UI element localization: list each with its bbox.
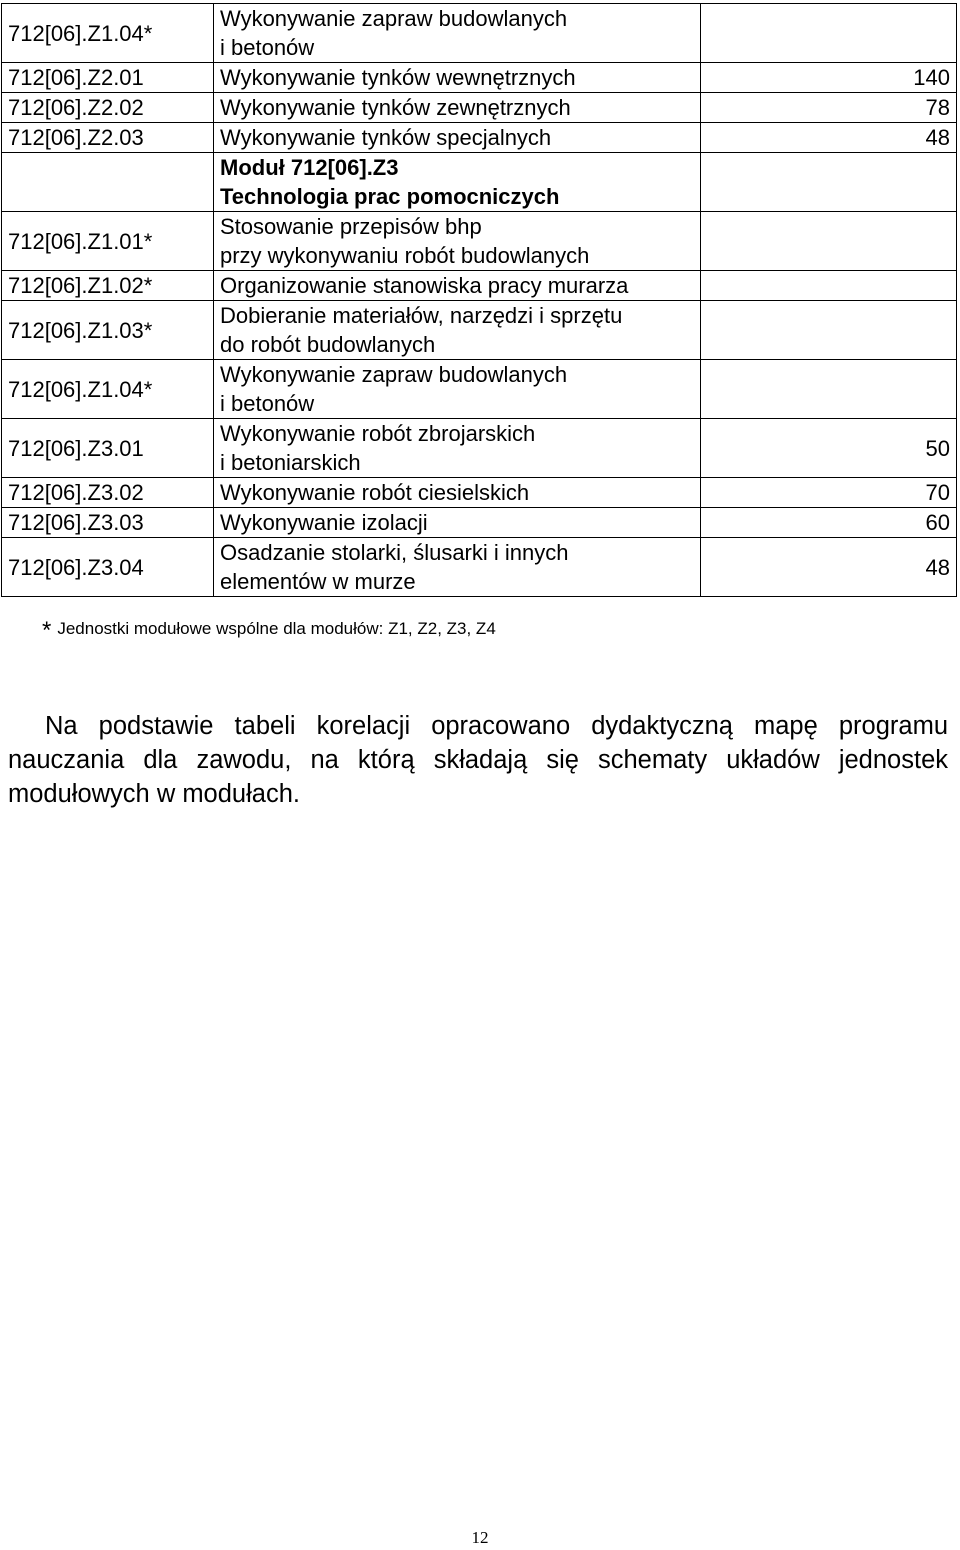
unit-hours-cell: 48 (701, 123, 957, 153)
table-row (2, 4, 957, 63)
unit-name-cell (214, 508, 701, 538)
unit-hours-cell (701, 301, 957, 360)
unit-name-cell (214, 93, 701, 123)
table-row (2, 508, 957, 538)
unit-name-line: Dobieranie materiałów, narzędzi i sprzętu (220, 303, 623, 328)
unit-name-line: i betoniarskich (220, 450, 361, 475)
table-row (2, 360, 957, 419)
unit-name-line: Wykonywanie tynków zewnętrznych (220, 95, 571, 120)
unit-name-cell (214, 538, 701, 597)
unit-name-cell (214, 360, 701, 419)
unit-name-line: Wykonywanie tynków specjalnych (220, 125, 552, 150)
table-row (2, 301, 957, 360)
unit-name-cell (214, 271, 701, 301)
unit-name-cell (214, 212, 701, 271)
unit-name-line: Wykonywanie izolacji (220, 510, 428, 535)
unit-code-cell: 712[06].Z2.01 (2, 63, 214, 93)
unit-name-line: Wykonywanie tynków wewnętrznych (220, 65, 576, 90)
footnote-text: Jednostki modułowe wspólne dla modułów: Z1, Z2, Z3, Z4 (57, 619, 496, 638)
module-header-empty-cell (2, 153, 214, 212)
unit-hours-cell (701, 4, 957, 63)
table-row (2, 478, 957, 508)
module-header-title: Moduł 712[06].Z3 (220, 155, 399, 180)
unit-name-line: przy wykonywaniu robót budowlanych (220, 243, 590, 268)
unit-name-cell (214, 63, 701, 93)
unit-code-cell: 712[06].Z3.01 (2, 419, 214, 478)
unit-hours-cell: 78 (701, 93, 957, 123)
unit-code-cell: 712[06].Z1.01* (2, 212, 214, 271)
unit-hours-cell: 60 (701, 508, 957, 538)
unit-hours-cell: 48 (701, 538, 957, 597)
module-table (1, 3, 957, 597)
unit-name-line: Osadzanie stolarki, ślusarki i innych (220, 540, 569, 565)
unit-name-line: Wykonywanie robót ciesielskich (220, 480, 530, 505)
table-row (2, 212, 957, 271)
unit-hours-cell: 50 (701, 419, 957, 478)
unit-name-cell (214, 4, 701, 63)
unit-name-line: i betonów (220, 391, 315, 416)
unit-name-line: Organizowanie stanowiska pracy murarza (220, 273, 629, 298)
unit-code-cell: 712[06].Z3.04 (2, 538, 214, 597)
table-body-z2 (2, 4, 957, 153)
table-body-z3 (2, 212, 957, 597)
unit-name-line: Stosowanie przepisów bhp (220, 214, 482, 239)
unit-name-line: Wykonywanie robót zbrojarskich (220, 421, 536, 446)
unit-code-cell: 712[06].Z2.03 (2, 123, 214, 153)
body-paragraph: Na podstawie tabeli korelacji opracowano dydaktyczną mapę programu nauczania dla zawodu, na którą składają się schematy układów jednostek modułowych w modułach. (8, 711, 948, 808)
unit-hours-cell: 70 (701, 478, 957, 508)
module-header-cell (214, 153, 701, 212)
unit-name-cell (214, 301, 701, 360)
unit-code-cell: 712[06].Z2.02 (2, 93, 214, 123)
unit-name-cell (214, 123, 701, 153)
unit-hours-cell (701, 212, 957, 271)
unit-hours-cell: 140 (701, 63, 957, 93)
unit-code-cell: 712[06].Z3.02 (2, 478, 214, 508)
unit-name-line: elementów w murze (220, 569, 416, 594)
unit-code-cell: 712[06].Z1.04* (2, 4, 214, 63)
table-row (2, 271, 957, 301)
footnote (42, 617, 496, 645)
unit-name-line: Wykonywanie zapraw budowlanych (220, 362, 568, 387)
module-header-section (2, 153, 957, 212)
unit-code-cell: 712[06].Z1.03* (2, 301, 214, 360)
table-row (2, 538, 957, 597)
unit-name-line: Wykonywanie zapraw budowlanych (220, 6, 568, 31)
unit-code-cell: 712[06].Z1.02* (2, 271, 214, 301)
unit-hours-cell (701, 271, 957, 301)
module-header-subtitle: Technologia prac pomocniczych (220, 184, 560, 209)
footnote-mark: * (42, 617, 52, 644)
module-header-row (2, 153, 957, 212)
table-row (2, 123, 957, 153)
unit-name-cell (214, 478, 701, 508)
unit-name-line: do robót budowlanych (220, 332, 436, 357)
unit-code-cell: 712[06].Z1.04* (2, 360, 214, 419)
page-number: 12 (471, 1528, 489, 1547)
module-header-hours-cell (701, 153, 957, 212)
table-row (2, 93, 957, 123)
unit-name-cell (214, 419, 701, 478)
unit-name-line: i betonów (220, 35, 315, 60)
table-row (2, 419, 957, 478)
table-row (2, 63, 957, 93)
unit-code-cell: 712[06].Z3.03 (2, 508, 214, 538)
unit-hours-cell (701, 360, 957, 419)
